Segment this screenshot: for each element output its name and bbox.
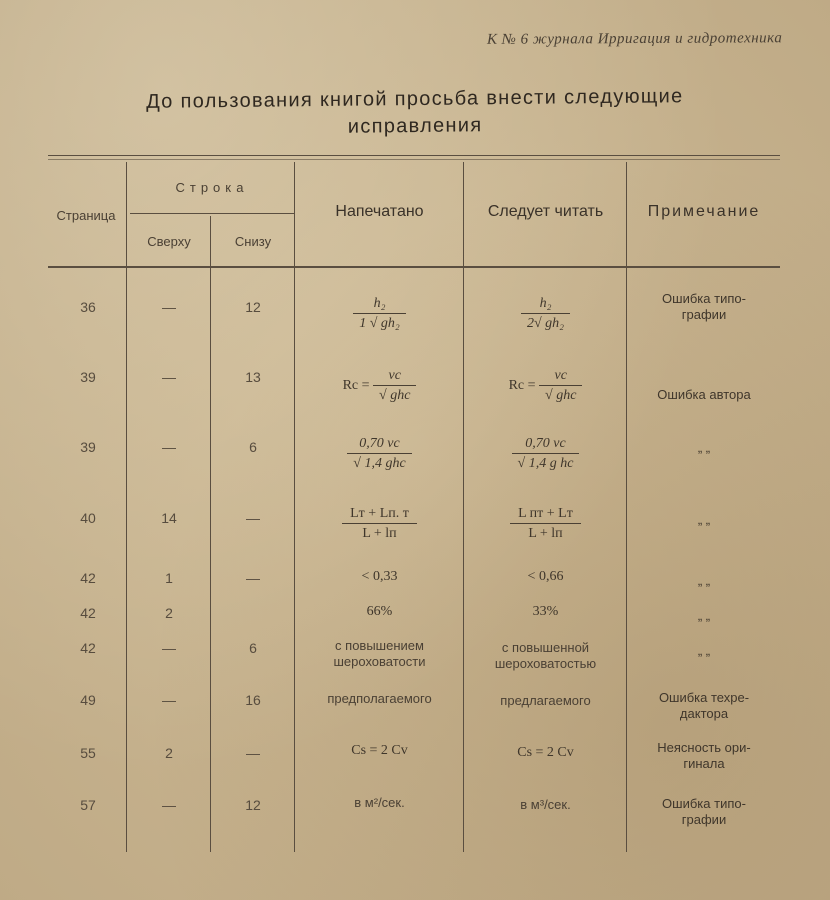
row8-correct: предлагаемого	[500, 693, 591, 708]
row7-page: 42	[80, 640, 96, 656]
row4-page: 40	[80, 510, 96, 526]
row4-printed	[296, 506, 463, 542]
row2-note	[628, 387, 780, 403]
row3-printed-den: √ 1,4 ghc	[353, 456, 406, 471]
row9-top: 2	[165, 745, 173, 761]
row1-correct-num: h₂	[521, 296, 570, 314]
row10-note	[628, 796, 780, 828]
header-bottom-rule	[48, 266, 780, 268]
row2-page: 39	[80, 369, 96, 385]
row1-printed-num: h₂	[353, 296, 406, 314]
table-top-rule	[48, 155, 780, 156]
row2-correct	[465, 368, 626, 404]
row2-top: —	[162, 369, 176, 385]
row4-printed-num: Lт + Lп. т	[342, 506, 417, 524]
header-from-bottom: Снизу	[234, 234, 272, 249]
row10-correct: в м³/сек.	[520, 797, 571, 812]
line-subheader-rule	[130, 213, 294, 214]
row5-note: „ „	[697, 573, 711, 588]
row2-printed-den: √ ghc	[379, 388, 411, 403]
row8-note	[628, 690, 780, 722]
row2-printed-num: vc	[373, 368, 416, 386]
row3-bottom: 6	[249, 439, 257, 455]
row7-printed	[296, 638, 463, 670]
row6-note: „ „	[697, 608, 711, 623]
table-top-rule-2	[48, 159, 780, 160]
row1-correct	[465, 296, 626, 332]
row7-correct-line1: с повышенной	[501, 640, 590, 655]
col-rule-3	[294, 162, 295, 852]
row7-correct	[465, 640, 626, 672]
row1-printed	[296, 296, 463, 332]
row5-correct: < 0,66	[527, 569, 564, 584]
row10-printed: в м²/сек.	[354, 795, 405, 810]
row5-bottom: —	[246, 570, 260, 586]
row1-printed-den: 1 √ gh₂	[359, 316, 400, 331]
row2-bottom: 13	[245, 369, 261, 385]
row6-page: 42	[80, 605, 96, 621]
row9-note-line1: Неясность ори-	[657, 740, 751, 755]
row9-bottom: —	[246, 745, 260, 761]
row7-note: „ „	[697, 643, 711, 658]
row3-top: —	[162, 439, 176, 455]
row9-note-line2: гинала	[683, 756, 725, 771]
row5-top: 1	[165, 570, 173, 586]
row5-page: 42	[80, 570, 96, 586]
row4-correct-den: L + lп	[528, 526, 563, 541]
row8-page: 49	[80, 692, 96, 708]
row7-correct-line2: шероховатостью	[494, 656, 597, 671]
row1-note-line1: Ошибка типо-	[662, 291, 746, 306]
row8-note-line1: Ошибка техре-	[658, 690, 750, 705]
col-rule-2	[210, 216, 211, 852]
row8-note-line2: дактора	[679, 706, 729, 721]
row7-bottom: 6	[249, 640, 257, 656]
row2-correct-lhs: Rc =	[508, 378, 536, 394]
header-from-top: Сверху	[147, 234, 191, 249]
row7-top: —	[162, 640, 176, 656]
row4-correct-num: L пт + Lт	[510, 506, 581, 524]
header-line: Строка	[175, 180, 249, 195]
col-rule-4	[463, 162, 464, 852]
row4-top: 14	[161, 510, 177, 526]
row10-bottom: 12	[245, 797, 261, 813]
row7-printed-line2: шероховатости	[333, 654, 426, 669]
header-printed: Напечатано	[335, 203, 424, 220]
row8-bottom: 16	[245, 692, 261, 708]
col-rule-5	[626, 162, 627, 852]
row1-note-line2: графии	[681, 307, 727, 322]
row2-printed	[296, 368, 463, 404]
row3-correct-num: 0,70 vc	[512, 436, 580, 454]
row3-page: 39	[80, 439, 96, 455]
row8-printed: предполагаемого	[327, 691, 432, 706]
header-note: Примечание	[647, 203, 761, 220]
row2-correct-num: vc	[539, 368, 582, 386]
row6-printed: 66%	[366, 604, 393, 619]
row10-note-line2: графии	[681, 812, 727, 827]
row9-correct: Cs = 2 Cv	[517, 745, 574, 760]
row8-top: —	[162, 692, 176, 708]
header-should-read: Следует читать	[487, 203, 604, 220]
row4-bottom: —	[246, 510, 260, 526]
row2-printed-lhs: Rc =	[342, 378, 370, 394]
row2-correct-den: √ ghc	[545, 388, 577, 403]
journal-reference: К № 6 журнала Ирригация и гидротехника	[486, 30, 783, 48]
row10-top: —	[162, 797, 176, 813]
row10-note-line1: Ошибка типо-	[662, 796, 746, 811]
row3-correct	[465, 436, 626, 472]
row3-printed-num: 0,70 vc	[347, 436, 411, 454]
row9-page: 55	[80, 745, 96, 761]
row2-note-line1: Ошибка автора	[657, 387, 751, 402]
row7-printed-line1: с повышением	[335, 638, 424, 653]
row4-note: „ „	[697, 512, 711, 527]
page-title	[70, 82, 761, 143]
row3-note: „ „	[697, 440, 711, 455]
title-line-1: До пользования книгой просьба внести следующие	[146, 85, 684, 113]
row6-top: 2	[165, 605, 173, 621]
row3-printed	[296, 436, 463, 472]
row4-printed-den: L + lп	[362, 526, 397, 541]
row1-bottom: 12	[245, 299, 261, 315]
row1-note	[628, 291, 780, 323]
row4-correct	[465, 506, 626, 542]
row5-printed: < 0,33	[361, 569, 398, 584]
row6-correct: 33%	[532, 604, 559, 619]
title-line-2: исправления	[347, 114, 483, 138]
row3-correct-den: √ 1,4 g hc	[517, 456, 574, 471]
row10-page: 57	[80, 797, 96, 813]
row1-page: 36	[80, 299, 96, 315]
row9-note	[628, 740, 780, 772]
row1-top: —	[162, 299, 176, 315]
header-page: Страница	[56, 208, 116, 223]
row9-printed: Cs = 2 Cv	[351, 743, 408, 758]
row1-correct-den: 2√ gh₂	[526, 316, 565, 331]
